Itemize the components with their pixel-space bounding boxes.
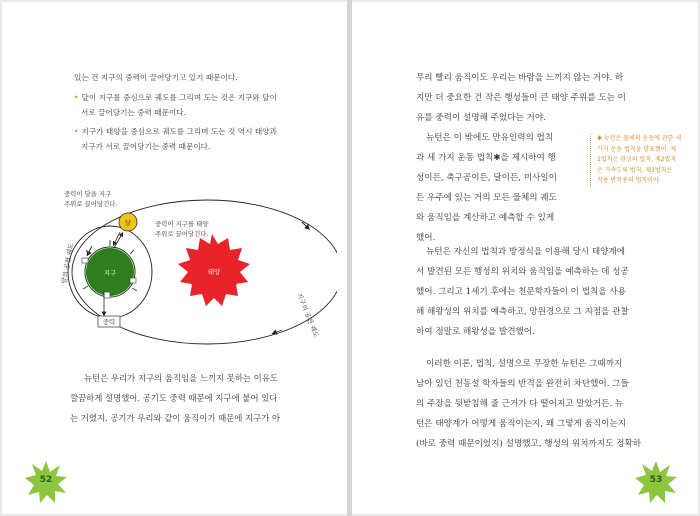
text-line: 과 세 가지 운동 법칙✱을 제시하여 행: [416, 153, 556, 163]
footnote-text: 은 가속도의 법칙, 제3법칙은: [597, 166, 673, 174]
earth-orbit-label: 지구의 공전 궤도: [295, 291, 321, 339]
text-line: 했어.: [416, 233, 436, 243]
text-line: 턴은 태양계가 어떻게 움직이는지, 왜 그렇게 움직이는지: [416, 419, 627, 429]
footnote-sidebar: [590, 134, 697, 187]
text-line: 와 움직임을 계산하고 예측할 수 있게: [416, 213, 555, 223]
page-number-badge: [24, 460, 68, 504]
text-line: 서 발견된 모든 행성의 위치와 움직임을 예측하는 데 성공: [416, 267, 629, 277]
footnote-text: 작용 반작용의 법칙이야.: [597, 177, 661, 184]
text-line: 는 거였지. 공기가 우리와 같이 움직이기 때문에 지구가 아: [70, 413, 281, 423]
sun-icon: [178, 234, 250, 306]
text-line: 깔끔하게 설명했어. 공기도 중력 때문에 지구에 붙어 있다: [70, 393, 278, 403]
earth-label: 지구: [103, 269, 117, 277]
text-line: 뉴턴은 이 밖에도 만유인력의 법칙: [426, 133, 554, 143]
bullet-dot-icon: •: [74, 93, 79, 102]
moon-orbit-label: 달의 공전 궤도: [60, 242, 76, 285]
text-line: 뉴턴은 우리가 지구의 움직임을 느끼지 못하는 이유도: [84, 373, 278, 383]
gravity-label: 중력: [102, 318, 116, 326]
intro-line: [74, 70, 304, 85]
bullet-item-2: [74, 124, 304, 154]
text-line: 성이든, 축구공이든, 달이든, 미사일이: [416, 173, 557, 183]
text-line: 하여 정말로 해왕성을 발견했어.: [416, 327, 535, 337]
bullet-text: 서로 끌어당기는 중력 때문이다.: [81, 108, 187, 117]
text-line: 든 우주에 있는 거의 모든 물체의 궤도: [416, 193, 557, 203]
sun-label: 태양: [207, 268, 221, 276]
moon-gravity-note: 주위로 끌어당긴다.: [64, 200, 118, 208]
text-line: 지만 더 중요한 건 작은 행성들이 큰 태양 주위를 도는 이: [416, 93, 626, 103]
bullet-text: 지구가 태양을 중심으로 궤도를 그리며 도는 것 역시 태양과: [81, 127, 277, 136]
earth-gravity-note: 주위로 끌어당긴다.: [155, 230, 209, 238]
moon-icon: [119, 213, 137, 231]
intro-text: 있는 건 지구의 중력이 끌어당기고 있기 때문이다.: [74, 73, 238, 82]
bullet-dot-icon: •: [74, 127, 79, 136]
text-line: 이러한 이론, 법칙, 설명으로 무장한 뉴턴은 그때까지: [426, 359, 623, 369]
text-line: (바로 중력 때문이었지) 설명했고, 행성의 위치까지도 정확하: [416, 439, 642, 449]
bullet-text: 달이 지구를 중심으로 궤도를 그리며 도는 것은 지구와 달이: [81, 93, 277, 102]
bullet-item-1: [74, 90, 304, 120]
text-line: 뉴턴은 자신의 법칙과 방정식을 이용해 당시 태양계에: [426, 247, 626, 257]
left-page: [2, 2, 347, 514]
text-line: 남아 있던 천동설 학자들의 반격을 완전히 차단했어. 그들: [416, 379, 629, 389]
footnote-text: 뉴턴은 물체의 운동에 관한 세: [603, 135, 682, 142]
right-body-paragraph-3: [416, 242, 629, 342]
right-body-paragraph-4: [416, 354, 641, 454]
footnote-star-icon: ✱: [597, 135, 603, 142]
text-line: 유를 중력이 설명해 주었다는 거야.: [416, 113, 546, 123]
footnote-text: 1법칙은 관성의 법칙, 제2법칙: [597, 156, 677, 163]
text-line: 무리 빨리 움직이도 우리는 바람을 느끼지 않는 거야. 하: [416, 73, 624, 83]
bullet-text: 지구가 서로 끌어당기는 중력 때문이다.: [81, 142, 211, 151]
moon-label: 달: [124, 219, 132, 227]
text-line: 해 해왕성의 위치를 예측하고, 망원경으로 그 지점을 관찰: [416, 307, 629, 317]
earth-gravity-note: 중력이 지구를 태양: [155, 220, 209, 228]
right-page: [352, 2, 698, 514]
page-number: 53: [649, 475, 663, 485]
text-line: 의 주장을 뒷받침해 줄 근거가 다 떨어지고 말았거든. 뉴: [416, 399, 624, 409]
gravity-orbit-diagram: [52, 174, 337, 349]
moon-gravity-note: 중력이 달을 지구: [64, 190, 112, 198]
left-body-text: [70, 368, 280, 428]
page-number-badge: [634, 460, 678, 504]
footnote-text: 가지 운동 법칙을 발표했어. 제: [597, 145, 677, 153]
page-number: 52: [39, 475, 53, 485]
right-body-paragraph-2: [416, 128, 557, 248]
right-body-paragraph-1: [416, 68, 626, 128]
text-line: 했어. 그리고 1세기 후에는 천문학자들이 이 법칙을 사용: [416, 287, 626, 297]
